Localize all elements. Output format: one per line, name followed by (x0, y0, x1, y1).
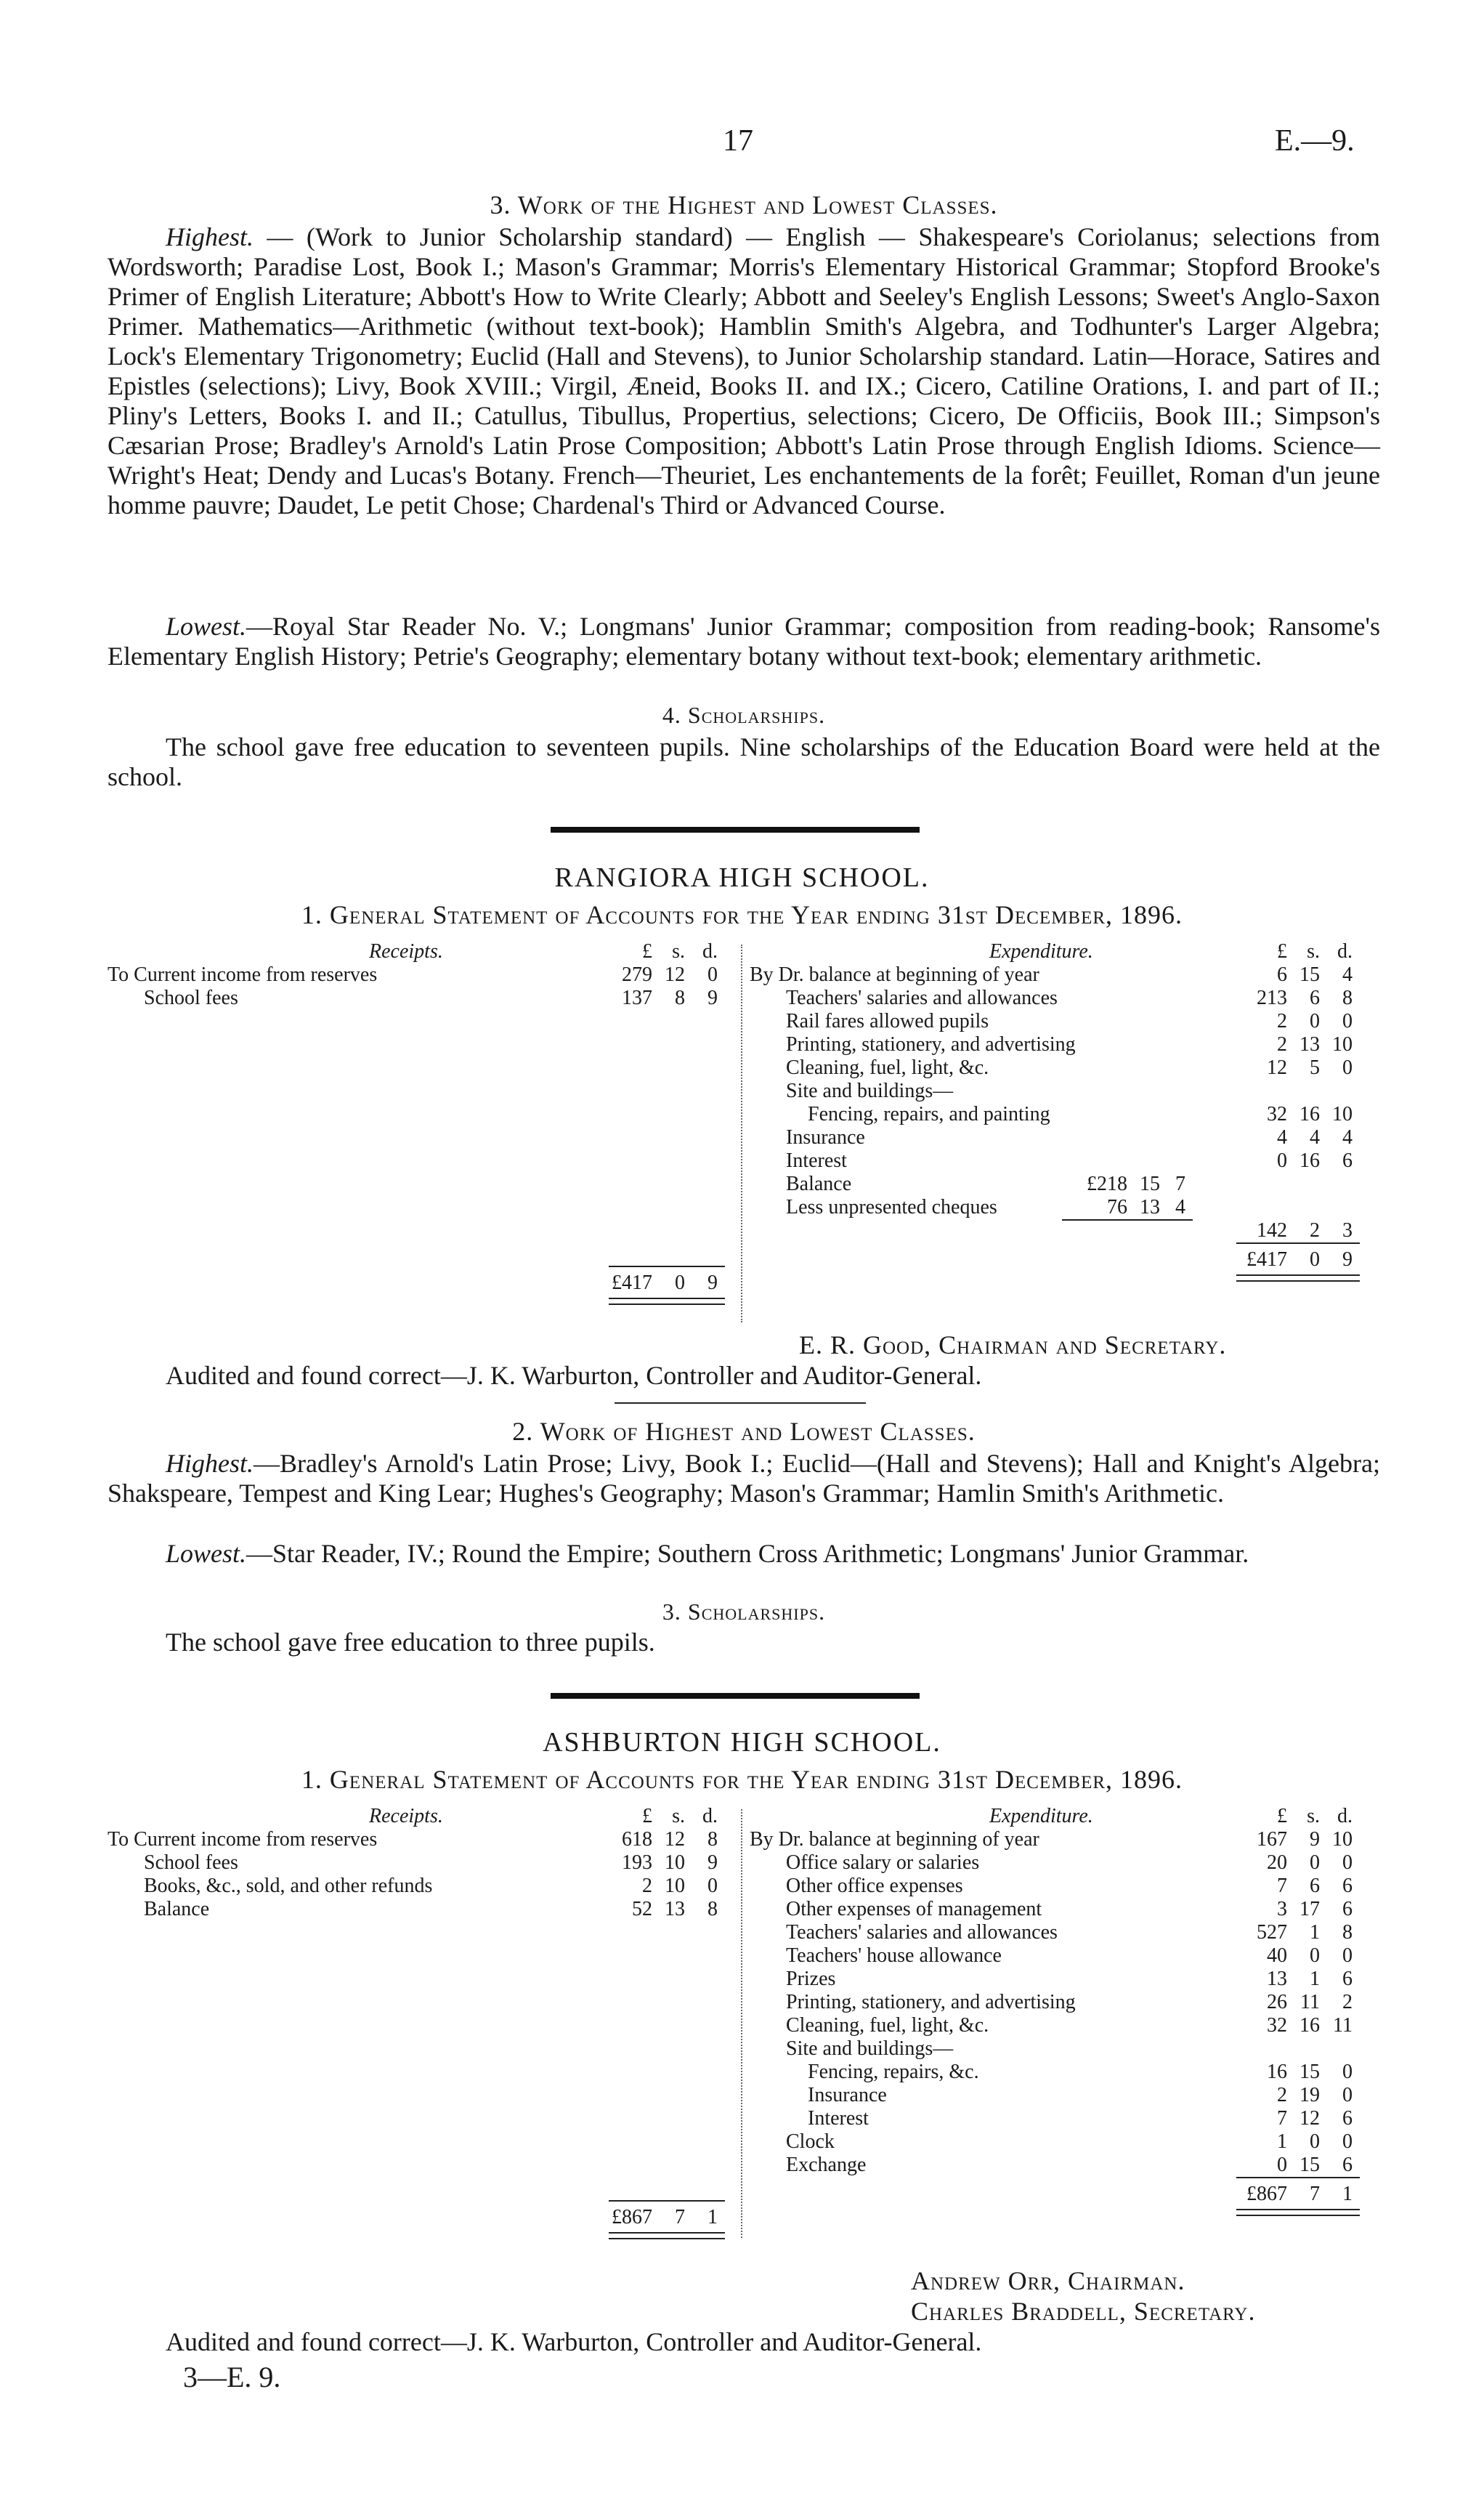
amount-pence: 4 (1342, 963, 1353, 986)
amount-shillings: 19 (1299, 2084, 1320, 2106)
rangiora-lowest-paragraph (108, 1539, 1380, 1569)
amount-shillings: 13 (1299, 1033, 1320, 1056)
amount-shillings: 17 (1299, 1898, 1320, 1920)
row-label: Prizes (786, 1968, 836, 1990)
account-row (750, 2014, 1389, 2037)
spacer (108, 1242, 739, 1266)
amount-shillings: 15 (1299, 2154, 1320, 2176)
inner-shillings: 15 (1140, 1173, 1160, 1195)
amount-pounds: 142 (1257, 1219, 1287, 1242)
signature-mark: 3—E. 9. (183, 2361, 281, 2393)
row-label: Cleaning, fuel, light, &c. (786, 2014, 989, 2037)
amount-pence: 9 (1342, 1248, 1353, 1271)
amount-shillings: 0 (1310, 1851, 1320, 1874)
amount-pence: 9 (707, 1272, 718, 1294)
spacer (108, 2014, 739, 2037)
amount-pence: 10 (1332, 1103, 1353, 1125)
highest-text: —Bradley's Arnold's Latin Prose; Livy, Book I.; Euclid—(Hall and Stevens); Hall and Knight's Algebra; Shakspeare, Tempest and King Lear; Hughes's Geography; Mason's Grammar; Hamlin Smith's Arithmetic. (108, 1449, 1380, 1508)
amount-pounds: 0 (1277, 1149, 1287, 1172)
receipts-heading: Receipts. (369, 1805, 443, 1827)
account-row (108, 1875, 739, 1898)
amount-pounds: 0 (1277, 2154, 1287, 2176)
total-double-rule (609, 2232, 725, 2239)
amount-shillings: 15 (1299, 2061, 1320, 2083)
inner-pence: 7 (1175, 1173, 1185, 1195)
amount-shillings: 1 (1310, 1968, 1320, 1990)
rangiora-title: RANGIORA HIGH SCHOOL. (554, 862, 930, 893)
amount-pence: 9 (707, 987, 718, 1009)
amount-shillings: 8 (675, 987, 685, 1009)
account-row (750, 2061, 1389, 2084)
amount-pounds: 167 (1257, 1828, 1287, 1851)
spacer (108, 1944, 739, 1968)
amount-pence: 8 (1342, 987, 1353, 1009)
account-row (750, 2084, 1389, 2107)
amount-pence: 8 (1342, 1921, 1353, 1944)
expenditure-heading: Expenditure. (989, 1805, 1093, 1827)
amount-pence: 0 (707, 1875, 718, 1897)
row-label: Printing, stationery, and advertising (786, 1991, 1076, 2013)
amount-pence: 0 (1342, 2061, 1353, 2083)
spacer (108, 1196, 739, 1219)
amount-shillings: 5 (1310, 1056, 1320, 1079)
spacer (108, 2130, 739, 2154)
rangiora-signature: E. R. Good, Chairman and Secretary. (799, 1330, 1227, 1359)
col-shillings: s. (1307, 940, 1320, 963)
inner-shillings: 13 (1140, 1196, 1160, 1218)
account-row (750, 1010, 1389, 1033)
spacer (108, 1056, 739, 1080)
amount-shillings: 0 (675, 1272, 685, 1294)
inner-pence: 4 (1175, 1196, 1185, 1218)
account-row (750, 1921, 1389, 1944)
rangiora-highest-paragraph (108, 1449, 1380, 1508)
amount-pounds: 193 (622, 1851, 652, 1874)
amount-pence: 6 (1342, 1968, 1353, 1990)
rangiora-receipts (108, 940, 739, 1325)
row-label: Teachers' salaries and allowances (786, 1921, 1058, 1944)
spacer (108, 1080, 739, 1103)
amount-pence: 11 (1333, 2014, 1353, 2037)
account-row (108, 1828, 739, 1851)
amount-shillings: 10 (665, 1875, 685, 1897)
col-pence: d. (702, 940, 718, 963)
amount-pence: 8 (707, 1828, 718, 1851)
rangiora-expenditure (750, 940, 1389, 1325)
amount-pounds: 12 (1267, 1056, 1287, 1079)
amount-pence: 0 (1342, 1851, 1353, 1874)
ashburton-secretary: Charles Braddell, Secretary. (911, 2297, 1256, 2326)
row-label: By Dr. balance at beginning of year (750, 1828, 1039, 1851)
highest-paragraph (108, 222, 1380, 520)
amount-pounds: 137 (622, 987, 652, 1009)
amount-shillings: 0 (1310, 1010, 1320, 1032)
account-row (750, 987, 1389, 1010)
row-label: Cleaning, fuel, light, &c. (786, 1056, 989, 1079)
page-number: 17 (723, 124, 753, 158)
ashburton-receipts (108, 1805, 739, 2241)
spacer (108, 1991, 739, 2014)
account-row (750, 1126, 1389, 1149)
amount-pounds: 7 (1277, 1875, 1287, 1897)
amount-pounds: 4 (1277, 1126, 1287, 1149)
account-row (750, 963, 1389, 987)
document-ref: E.—9. (1275, 124, 1355, 158)
audit-text: Audited and found correct—J. K. Warburton, Controller and Auditor-General. (166, 2327, 982, 2356)
amount-shillings: 12 (1299, 2107, 1320, 2130)
amount-shillings: 16 (1299, 1103, 1320, 1125)
inner-pounds: £218 (1087, 1173, 1127, 1195)
col-pence: d. (1337, 940, 1353, 963)
amount-pounds: £417 (612, 1272, 652, 1294)
row-label: Insurance (786, 1126, 865, 1149)
row-label: Interest (786, 1149, 847, 1172)
account-row (750, 2154, 1389, 2177)
row-label: Balance (144, 1898, 210, 1920)
section-heading: 3. Work of the Highest and Lowest Classes. (490, 190, 998, 219)
amount-pence: 8 (707, 1898, 718, 1920)
account-row (750, 1991, 1389, 2014)
spacer (108, 2177, 739, 2200)
lowest-label: Lowest. (166, 1539, 247, 1568)
spacer (108, 2061, 739, 2084)
amount-pounds: 6 (1277, 963, 1287, 986)
amount-pounds: 2 (1277, 2084, 1287, 2106)
spacer (108, 2084, 739, 2107)
amount-pence: 0 (1342, 1010, 1353, 1032)
highest-text: — (Work to Junior Scholarship standard) — English — Shakespeare's Coriolanus; selections from Wordsworth; Paradise Lost, Book I.; Mason's Grammar; Morris's Elementary Historical Grammar; Stopford Brooke's Primer of English Literature; Abbott's How to Write Clearly; Abbott and Seeley's English Lessons; Sweet's Anglo-Saxon Primer. Mathematics—Arithmetic (without text-book); Hamblin Smith's Algebra, and Todhunter's Larger Algebra; Lock's Elementary Trigonometry; Euclid (Hall and Stevens), to Junior Scholarship standard. Latin—Horace, Satires and Epistles (selections); Livy, Book XVIII.; Virgil, Æneid, Books II. and IX.; Cicero, Catiline Orations, I. and part of II.; Pliny's Letters, Books I. and II.; Catullus, Tibullus, Propertius, selections; Cicero, De Officiis, Book III.; Simpson's Cæsarian Prose; Bradley's Arnold's Latin Prose Composition; Abbott's Latin Prose through English Idioms. Science—Wright's Heat; Dendy and Lucas's Botany. French—Theuriet, Les enchantements de la forêt; Feuillet, Roman d'un jeune homme pauvre; Daudet, Le petit Chose; Chardenal's Third or Advanced Course. (108, 222, 1380, 520)
row-label: Other office expenses (786, 1875, 963, 1897)
account-row (750, 1196, 1389, 1219)
total-row (108, 1272, 739, 1295)
amount-shillings: 4 (1310, 1126, 1320, 1149)
amount-pence: 6 (1342, 1875, 1353, 1897)
row-label: By Dr. balance at beginning of year (750, 963, 1039, 986)
amount-pence: 6 (1342, 2107, 1353, 2130)
amount-pounds: 527 (1257, 1921, 1287, 1944)
amount-shillings: 10 (665, 1851, 685, 1874)
account-row (750, 1033, 1389, 1056)
account-row (750, 1968, 1389, 1991)
amount-pence: 0 (1342, 1944, 1353, 1967)
section-divider (551, 1693, 920, 1699)
row-label: School fees (144, 987, 238, 1009)
amount-pence: 9 (707, 1851, 718, 1874)
ashburton-audit (166, 2327, 981, 2357)
section-divider (551, 827, 920, 833)
spacer (108, 1219, 739, 1242)
row-label: Exchange (786, 2154, 867, 2176)
row-label: Office salary or salaries (786, 1851, 980, 1874)
row-label: Fencing, repairs, and painting (808, 1103, 1050, 1125)
spacer (108, 2154, 739, 2177)
total-row (750, 1248, 1389, 1272)
sum-rule (1236, 2177, 1360, 2178)
amount-shillings: 0 (1310, 1944, 1320, 1967)
spacer (108, 1010, 739, 1033)
row-label: Printing, stationery, and advertising (786, 1033, 1076, 1056)
row-label: School fees (144, 1851, 238, 1874)
col-shillings: s. (1307, 1805, 1320, 1827)
sum-rule (1236, 1242, 1360, 1244)
col-pence: d. (702, 1805, 718, 1827)
account-row (750, 2037, 1389, 2061)
amount-pence: 10 (1332, 1828, 1353, 1851)
row-label: To Current income from reserves (108, 963, 378, 986)
amount-shillings: 15 (1299, 963, 1320, 986)
amount-pounds: 40 (1267, 1944, 1287, 1967)
ashburton-title: ASHBURTON HIGH SCHOOL. (543, 1727, 941, 1758)
total-row (750, 2183, 1389, 2206)
amount-shillings: 1 (1310, 1921, 1320, 1944)
inner-pounds: 76 (1107, 1196, 1127, 1218)
spacer (108, 1033, 739, 1056)
amount-shillings: 6 (1310, 1875, 1320, 1897)
lowest-text: —Star Reader, IV.; Round the Empire; Southern Cross Arithmetic; Longmans' Junior Grammar. (246, 1539, 1249, 1568)
amount-shillings: 0 (1310, 2130, 1320, 2153)
total-row (108, 2206, 739, 2229)
row-label: Fencing, repairs, &c. (808, 2061, 979, 2083)
spacer (108, 1173, 739, 1196)
spacer (108, 1103, 739, 1126)
amount-pence: 6 (1342, 1149, 1353, 1172)
amount-pounds: 16 (1267, 2061, 1287, 2083)
amount-shillings: 13 (665, 1898, 685, 1920)
amount-pounds: 26 (1267, 1991, 1287, 2013)
scholarships-paragraph (108, 732, 1380, 792)
account-row (750, 1944, 1389, 1968)
account-row (108, 963, 739, 987)
amount-pence: 3 (1342, 1219, 1353, 1242)
amount-pence: 6 (1342, 2154, 1353, 2176)
rangiora-scholarships-heading: 3. Scholarships. (662, 1598, 826, 1625)
row-label: Site and buildings— (786, 2037, 954, 2060)
amount-shillings: 16 (1299, 1149, 1320, 1172)
col-pounds: £ (642, 940, 652, 963)
account-row (750, 1173, 1389, 1196)
amount-shillings: 16 (1299, 2014, 1320, 2037)
amount-pounds: 213 (1257, 987, 1287, 1009)
amount-pounds: 618 (622, 1828, 652, 1851)
account-row (750, 2107, 1389, 2130)
amount-pounds: 2 (642, 1875, 652, 1897)
amount-shillings: 2 (1310, 1219, 1320, 1242)
account-row (108, 1851, 739, 1875)
account-row (108, 1898, 739, 1921)
account-row (750, 1851, 1389, 1875)
amount-shillings: 9 (1310, 1828, 1320, 1851)
amount-pence: 0 (1342, 2130, 1353, 2153)
receipts-heading: Receipts. (369, 940, 443, 963)
ashburton-expenditure (750, 1805, 1389, 2241)
ashburton-statement: 1. General Statement of Accounts for the Year ending 31st December, 1896. (301, 1765, 1183, 1794)
sum-rule (609, 1266, 725, 1267)
expenditure-heading: Expenditure. (989, 940, 1093, 963)
account-row (750, 1103, 1389, 1126)
lowest-text: —Royal Star Reader No. V.; Longmans' Junior Grammar; composition from reading-book; Ransome's Elementary English History; Petrie's Geography; elementary botany without text-book; elementary arithmetic. (108, 612, 1380, 671)
amount-pounds: £417 (1246, 1248, 1287, 1271)
amount-pence: 10 (1332, 1033, 1353, 1056)
highest-label: Highest. (166, 222, 254, 251)
account-row (750, 1219, 1389, 1242)
amount-pence: 6 (1342, 1898, 1353, 1920)
amount-pounds: £867 (1246, 2183, 1287, 2205)
scholarships-text: The school gave free education to three pupils. (166, 1628, 655, 1657)
spacer (108, 1126, 739, 1149)
ashburton-column-divider (741, 1809, 742, 2238)
account-row (108, 987, 739, 1010)
spacer (108, 1968, 739, 1991)
amount-pounds: 2 (1277, 1010, 1287, 1032)
amount-pence: 0 (1342, 2084, 1353, 2106)
amount-pence: 0 (707, 963, 718, 986)
amount-shillings: 0 (1310, 1248, 1320, 1271)
amount-pence: 4 (1342, 1126, 1353, 1149)
col-shillings: s. (672, 940, 685, 963)
amount-shillings: 11 (1300, 1991, 1320, 2013)
amount-shillings: 7 (1310, 2183, 1320, 2205)
amount-pounds: 32 (1267, 1103, 1287, 1125)
thin-divider (615, 1402, 866, 1404)
amount-shillings: 7 (675, 2206, 685, 2228)
ashburton-chairman: Andrew Orr, Chairman. (911, 2266, 1185, 2295)
row-label: Teachers' house allowance (786, 1944, 1002, 1967)
spacer (108, 2107, 739, 2130)
amount-pounds: 3 (1277, 1898, 1287, 1920)
rangiora-audit (166, 1360, 981, 1391)
amount-pounds: 1 (1277, 2130, 1287, 2153)
rangiora-work-heading: 2. Work of Highest and Lowest Classes. (512, 1417, 976, 1446)
row-label: Site and buildings— (786, 1080, 954, 1102)
col-pounds: £ (642, 1805, 652, 1827)
account-row (750, 1828, 1389, 1851)
amount-pounds: 32 (1267, 2014, 1287, 2037)
row-label: Interest (808, 2107, 869, 2130)
lowest-label: Lowest. (166, 612, 247, 641)
amount-pence: 0 (1342, 1056, 1353, 1079)
scholarships-text: The school gave free education to seventeen pupils. Nine scholarships of the Education Board were held at the school. (108, 732, 1380, 791)
col-shillings: s. (672, 1805, 685, 1827)
lowest-paragraph (108, 612, 1380, 671)
amount-shillings: 12 (665, 963, 685, 986)
row-label: Insurance (808, 2084, 887, 2106)
amount-pounds: 7 (1277, 2107, 1287, 2130)
amount-pence: 1 (1342, 2183, 1353, 2205)
spacer (108, 1149, 739, 1173)
rangiora-scholarships-paragraph (108, 1628, 1380, 1657)
highest-label: Highest. (166, 1449, 254, 1478)
row-label: Other expenses of management (786, 1898, 1042, 1920)
subtotal-rule (1062, 1219, 1193, 1221)
row-label: Less unpresented cheques (786, 1196, 997, 1218)
amount-pounds: 52 (632, 1898, 652, 1920)
audit-text: Audited and found correct—J. K. Warburton, Controller and Auditor-General. (166, 1361, 982, 1390)
account-row (750, 1056, 1389, 1080)
row-label: Clock (786, 2130, 835, 2153)
row-label: Rail fares allowed pupils (786, 1010, 989, 1032)
row-label: Teachers' salaries and allowances (786, 987, 1058, 1009)
account-row (750, 1898, 1389, 1921)
col-pounds: £ (1277, 940, 1287, 963)
total-double-rule (1236, 2209, 1360, 2216)
amount-pounds: 20 (1267, 1851, 1287, 1874)
sum-rule (609, 2200, 725, 2202)
amount-pounds: 279 (622, 963, 652, 986)
amount-pence: 2 (1342, 1991, 1353, 2013)
rangiora-column-divider (741, 945, 742, 1322)
amount-pounds: 13 (1267, 1968, 1287, 1990)
total-double-rule (1236, 1274, 1360, 1282)
amount-shillings: 6 (1310, 987, 1320, 1009)
row-label: Balance (786, 1173, 852, 1195)
account-row (750, 1080, 1389, 1103)
row-label: To Current income from reserves (108, 1828, 378, 1851)
amount-pence: 1 (707, 2206, 718, 2228)
account-row (750, 1149, 1389, 1173)
rangiora-statement: 1. General Statement of Accounts for the Year ending 31st December, 1896. (301, 900, 1183, 929)
col-pounds: £ (1277, 1805, 1287, 1827)
row-label: Books, &c., sold, and other refunds (144, 1875, 433, 1897)
account-row (750, 1875, 1389, 1898)
total-double-rule (609, 1298, 725, 1305)
amount-pounds: 2 (1277, 1033, 1287, 1056)
account-row (750, 2130, 1389, 2154)
col-pence: d. (1337, 1805, 1353, 1827)
amount-pounds: £867 (612, 2206, 652, 2228)
spacer (108, 2037, 739, 2061)
scholarships-heading: 4. Scholarships. (662, 702, 826, 728)
amount-shillings: 12 (665, 1828, 685, 1851)
spacer (108, 1921, 739, 1944)
